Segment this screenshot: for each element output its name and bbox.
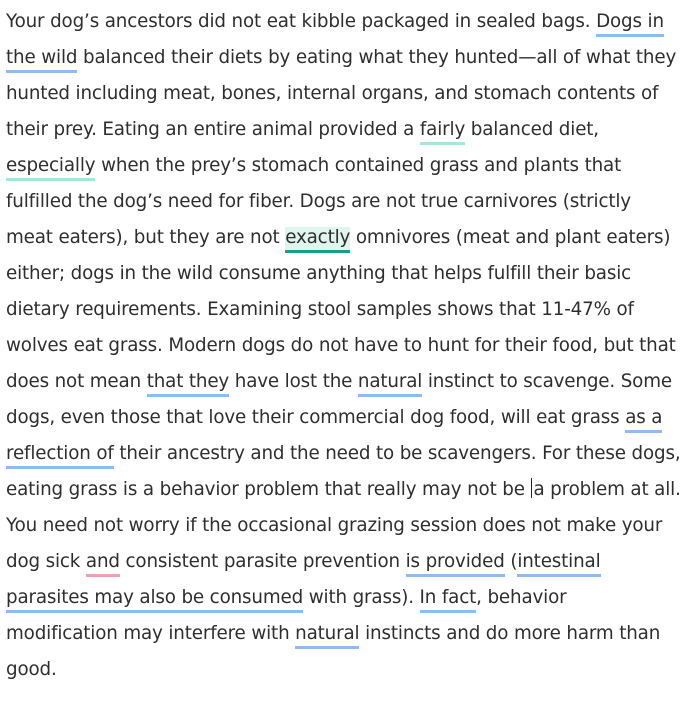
text-run: have lost the <box>229 371 358 392</box>
suggestion-underline-clarity[interactable]: that they <box>147 371 229 397</box>
text-editor[interactable] <box>6 4 682 688</box>
text-run: balanced diet, <box>465 119 599 140</box>
suggestion-underline-clarity[interactable]: is provided <box>406 551 505 577</box>
text-run: Your dog’s ancestors did not eat kibble packaged in sealed bags. <box>6 11 597 32</box>
suggestion-underline-correctness[interactable]: and <box>86 551 120 577</box>
text-run: consistent parasite prevention <box>119 551 406 572</box>
suggestion-underline-engagement[interactable]: especially <box>6 155 95 181</box>
suggestion-underline-clarity[interactable]: as a reflection of <box>6 407 662 469</box>
text-run: instinct to scavenge. Some dogs, even those that love their commercial dog food, will eat grass <box>6 371 672 428</box>
suggestion-underline-engagement[interactable]: fairly <box>420 119 465 145</box>
text-run: when the prey’s stomach contained grass and plants that fulfilled the dog’s need for fiber. Dogs are not true carnivores (strictly meat eaters), but they are not <box>6 155 631 248</box>
text-run: instincts and do more harm than good. <box>6 623 661 680</box>
suggestion-underline-clarity[interactable]: intestinal parasites may also be consumed <box>6 551 601 613</box>
text-run: ( <box>504 551 518 572</box>
suggestion-active-highlight[interactable]: exactly <box>285 227 350 253</box>
text-run: balanced their diets by eating what they hunted—all of what they hunted including meat, bones, internal organs, and stomach contents of their prey. Eating an entire animal provided a <box>6 47 677 140</box>
suggestion-underline-clarity[interactable]: natural <box>358 371 422 397</box>
text-run: omnivores (meat and plant eaters) either; dogs in the wild consume anything that helps fulfill their basic dietary requirements. Examining stool samples shows that 11-47% of wolves eat grass. Modern dogs do not have to hunt for their food, but that does not mean <box>6 227 676 392</box>
text-run: with grass). <box>303 587 420 608</box>
suggestion-underline-clarity[interactable]: In fact <box>420 587 477 613</box>
text-run: a problem at all. You need not worry if the occasional grazing session does not make your dog sick <box>6 479 681 572</box>
suggestion-underline-clarity[interactable]: Dogs in the wild <box>6 11 664 73</box>
suggestion-underline-clarity[interactable]: natural <box>295 623 359 649</box>
text-run: , behavior modification may interfere with <box>6 587 567 644</box>
text-run: their ancestry and the need to be scavengers. For these dogs, eating grass is a behavior problem that really may not be <box>6 443 681 500</box>
